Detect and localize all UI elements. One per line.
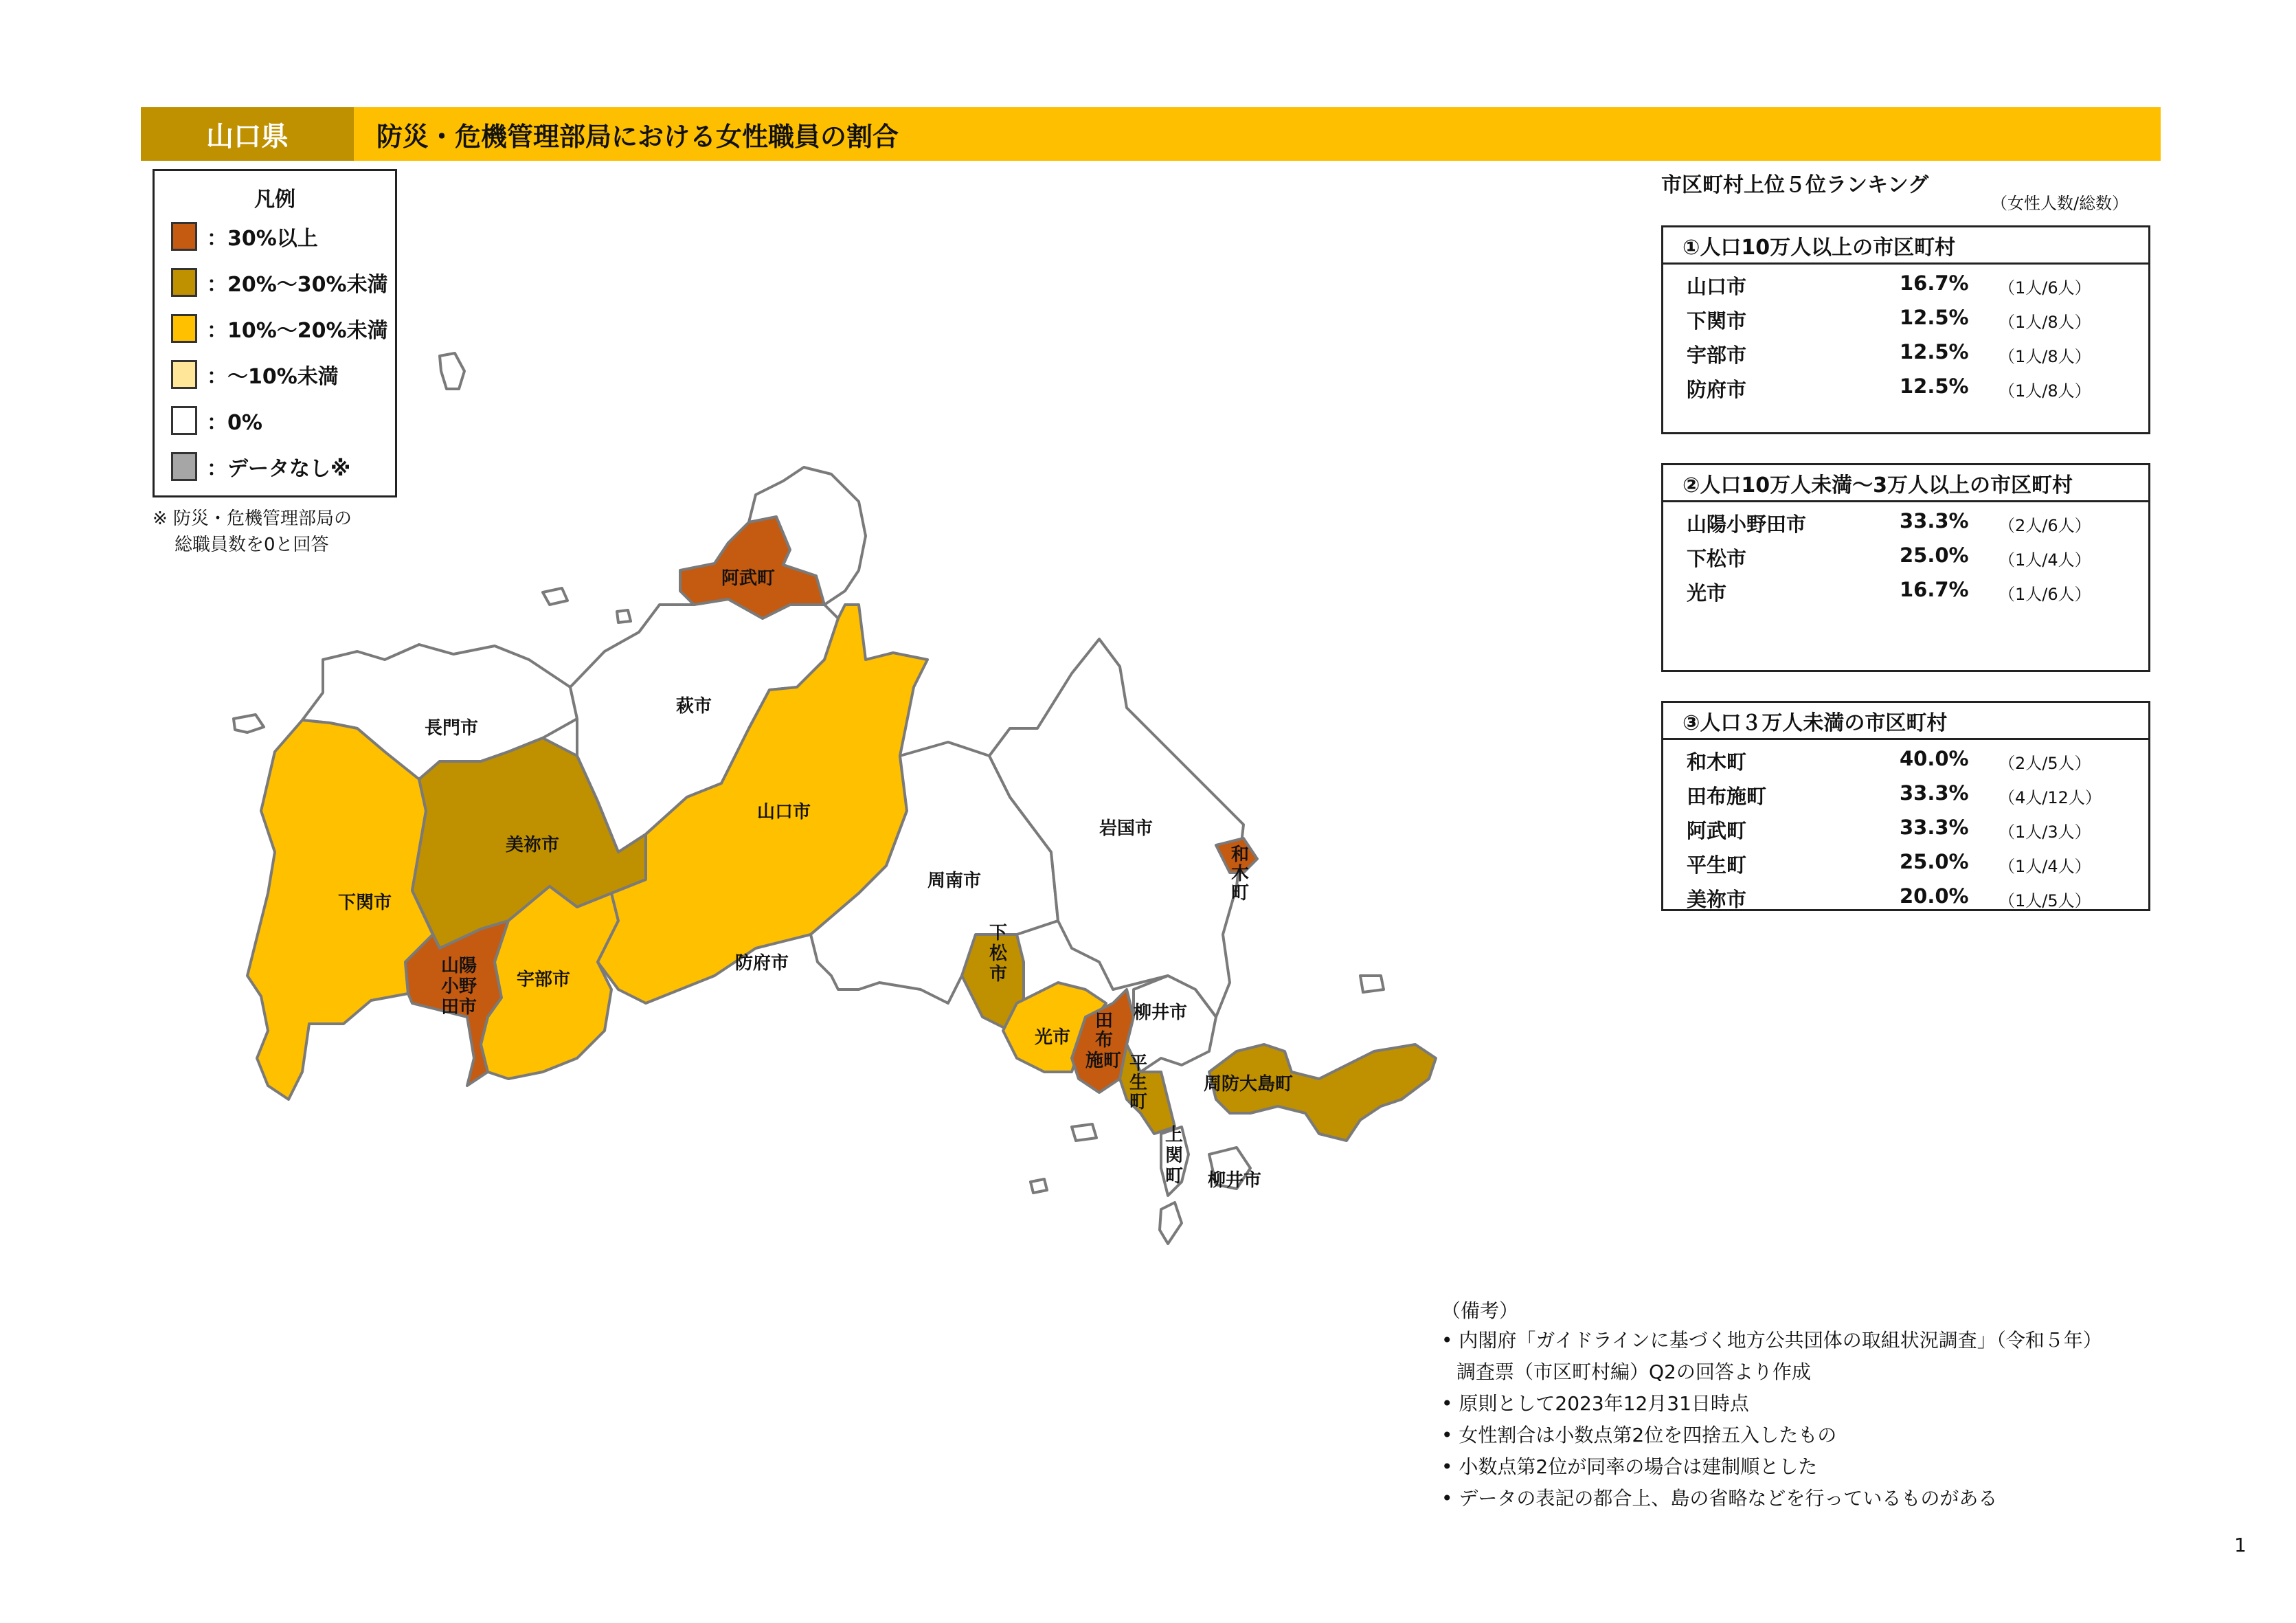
- ranking-pct: 33.3%: [1900, 816, 1969, 839]
- label-kaminoseki-2: 関: [1165, 1145, 1184, 1166]
- ranking-count: （1人/4人）: [1999, 550, 2091, 570]
- island-small: [1360, 976, 1384, 992]
- note-item: • 内閣府「ガイドラインに基づく地方公共団体の取組状況調査」（令和５年）: [1441, 1329, 2102, 1352]
- label-sanyo-onoda-1: 山陽: [441, 956, 477, 976]
- ranking-count: （1人/5人）: [1999, 891, 2091, 910]
- ranking-pct: 25.0%: [1900, 850, 1969, 873]
- ranking-row: [1663, 741, 2148, 776]
- page-number: 1: [2234, 1534, 2247, 1556]
- label-kudamatsu-2: 松: [989, 943, 1008, 964]
- ranking-pct: 16.7%: [1900, 578, 1969, 601]
- ranking-count: （4人/12人）: [1999, 788, 2102, 807]
- ranking-count: （1人/3人）: [1999, 822, 2091, 842]
- note-item: • 小数点第2位が同率の場合は建制順とした: [1441, 1455, 1818, 1478]
- ranking-name: 和木町: [1687, 750, 1747, 774]
- ranking-row: [1663, 844, 2148, 879]
- ranking-pct: 12.5%: [1900, 340, 1969, 363]
- ranking-count: （1人/4人）: [1999, 857, 2091, 876]
- ranking-row: [1663, 572, 2148, 607]
- legend-label: ：0%: [207, 411, 262, 435]
- ranking-row: [1663, 776, 2148, 810]
- label-kudamatsu-1: 下: [989, 923, 1008, 943]
- ranking-name: 宇部市: [1687, 344, 1747, 367]
- ranking-name: 田布施町: [1687, 785, 1767, 808]
- ranking-count: （2人/6人）: [1999, 516, 2091, 535]
- legend-note-line: 総職員数を0と回答: [175, 535, 329, 555]
- label-hagi: 萩市: [676, 696, 712, 717]
- ranking-subtitle: （女性人数/総数）: [1991, 194, 2129, 213]
- ranking-group-heading: ②人口10万人未満～3万人以上の市区町村: [1663, 465, 2148, 502]
- label-sanyo-onoda-2: 小野: [441, 976, 477, 997]
- ranking-count: （1人/6人）: [1999, 278, 2091, 298]
- ranking-row: [1663, 369, 2148, 403]
- ranking-name: 平生町: [1687, 853, 1747, 877]
- ranking-title: 市区町村上位５位ランキング: [1661, 173, 1929, 197]
- legend-title: 凡例: [254, 188, 295, 212]
- label-yanai: 柳井市: [1134, 1003, 1188, 1023]
- ranking-pct: 25.0%: [1900, 544, 1969, 567]
- ranking-pct: 33.3%: [1900, 509, 1969, 533]
- ranking-row: [1663, 266, 2148, 300]
- island-west: [234, 715, 264, 732]
- label-iwakuni: 岩国市: [1099, 818, 1153, 839]
- label-hirao-1: 平: [1129, 1053, 1148, 1074]
- legend-label: ：10%～20%未満: [207, 319, 388, 343]
- note-item: • データの表記の都合上、島の省略などを行っているものがある: [1441, 1487, 1998, 1510]
- label-kaminoseki-1: 上: [1165, 1125, 1184, 1145]
- ranking-pct: 40.0%: [1900, 747, 1969, 770]
- label-hofu: 防府市: [735, 953, 789, 974]
- ranking-pct: 33.3%: [1900, 781, 1969, 805]
- ranking-group-heading: ③人口３万人未満の市区町村: [1663, 703, 2148, 740]
- ranking-group-1: [1661, 225, 2150, 434]
- label-mine: 美祢市: [506, 835, 560, 855]
- ranking-name: 阿武町: [1687, 819, 1747, 842]
- ranking-count: （1人/8人）: [1999, 381, 2091, 401]
- notes-heading: （備考）: [1441, 1299, 1519, 1322]
- legend-label: ：20%～30%未満: [207, 273, 388, 297]
- island-small: [1072, 1124, 1096, 1141]
- island-small: [543, 588, 567, 605]
- label-ube: 宇部市: [517, 970, 571, 990]
- label-waki-3: 町: [1231, 883, 1250, 904]
- note-item: • 原則として2023年12月31日時点: [1441, 1392, 1749, 1415]
- ranking-group-heading: ①人口10万人以上の市区町村: [1663, 227, 2148, 265]
- ranking-row: [1663, 300, 2148, 335]
- map: [179, 323, 1450, 1271]
- ranking-name: 美祢市: [1687, 888, 1747, 911]
- ranking-name: 光市: [1687, 581, 1727, 605]
- ranking-count: （2人/5人）: [1999, 754, 2091, 773]
- ranking-count: （1人/8人）: [1999, 313, 2091, 332]
- label-tabuse-2: 布: [1095, 1030, 1114, 1051]
- prefecture-label: 山口県: [141, 107, 354, 161]
- label-nagato: 長門市: [425, 718, 479, 739]
- legend-label: ：データなし※: [207, 457, 351, 481]
- ranking-pct: 12.5%: [1900, 374, 1969, 398]
- ranking-name: 防府市: [1687, 378, 1747, 401]
- label-abu: 阿武町: [721, 568, 776, 589]
- note-item: 調査票（市区町村編）Q2の回答より作成: [1456, 1361, 1811, 1383]
- legend-item-20to30: [171, 267, 388, 298]
- note-item: • 女性割合は小数点第2位を四捨五入したもの: [1441, 1424, 1837, 1446]
- label-waki-1: 和: [1231, 844, 1250, 865]
- ranking-count: （1人/8人）: [1999, 347, 2091, 366]
- ranking-row: [1663, 335, 2148, 369]
- island-small: [617, 610, 631, 623]
- ranking-pct: 20.0%: [1900, 884, 1969, 908]
- ranking-pct: 16.7%: [1900, 271, 1969, 295]
- legend-swatch: [171, 222, 197, 251]
- label-hikari: 光市: [1035, 1027, 1071, 1048]
- label-kaminoseki-3: 町: [1165, 1166, 1184, 1187]
- ranking-row: [1663, 538, 2148, 572]
- label-tabuse-3: 施町: [1085, 1051, 1122, 1071]
- ranking-row: [1663, 879, 2148, 913]
- region-kaminoseki-island: [1160, 1202, 1182, 1244]
- label-hirao-2: 生: [1129, 1073, 1148, 1093]
- ranking-name: 下関市: [1687, 309, 1747, 333]
- legend-label: ：～10%未満: [207, 365, 339, 389]
- label-shimonoseki: 下関市: [338, 893, 392, 913]
- page-title: 防災・危機管理部局における女性職員の割合: [376, 121, 899, 152]
- ranking-group-3: [1661, 701, 2150, 911]
- legend-label: ：30%以上: [207, 227, 318, 251]
- island-north: [440, 353, 464, 389]
- ranking-name: 山口市: [1687, 275, 1747, 298]
- ranking-count: （1人/6人）: [1999, 585, 2091, 604]
- label-yamaguchi: 山口市: [757, 802, 811, 822]
- legend-note-line: ※ 防災・危機管理部局の: [153, 508, 352, 529]
- label-kudamatsu-3: 市: [989, 964, 1008, 985]
- island-small: [1031, 1179, 1047, 1193]
- label-tabuse-1: 田: [1095, 1011, 1114, 1031]
- ranking-row: [1663, 810, 2148, 844]
- label-sanyo-onoda-3: 田市: [441, 997, 477, 1018]
- label-hirao-3: 町: [1129, 1092, 1148, 1112]
- ranking-name: 山陽小野田市: [1687, 513, 1807, 536]
- label-waki-2: 木: [1231, 864, 1250, 884]
- label-suo-oshima: 周防大島町: [1204, 1074, 1294, 1095]
- ranking-group-2: [1661, 463, 2150, 672]
- label-shunan: 周南市: [927, 871, 982, 891]
- legend-swatch: [171, 268, 197, 297]
- ranking-row: [1663, 504, 2148, 538]
- label-yanai-2: 柳井市: [1208, 1170, 1262, 1191]
- ranking-pct: 12.5%: [1900, 306, 1969, 329]
- legend-item-over30: [171, 221, 318, 252]
- ranking-name: 下松市: [1687, 547, 1747, 570]
